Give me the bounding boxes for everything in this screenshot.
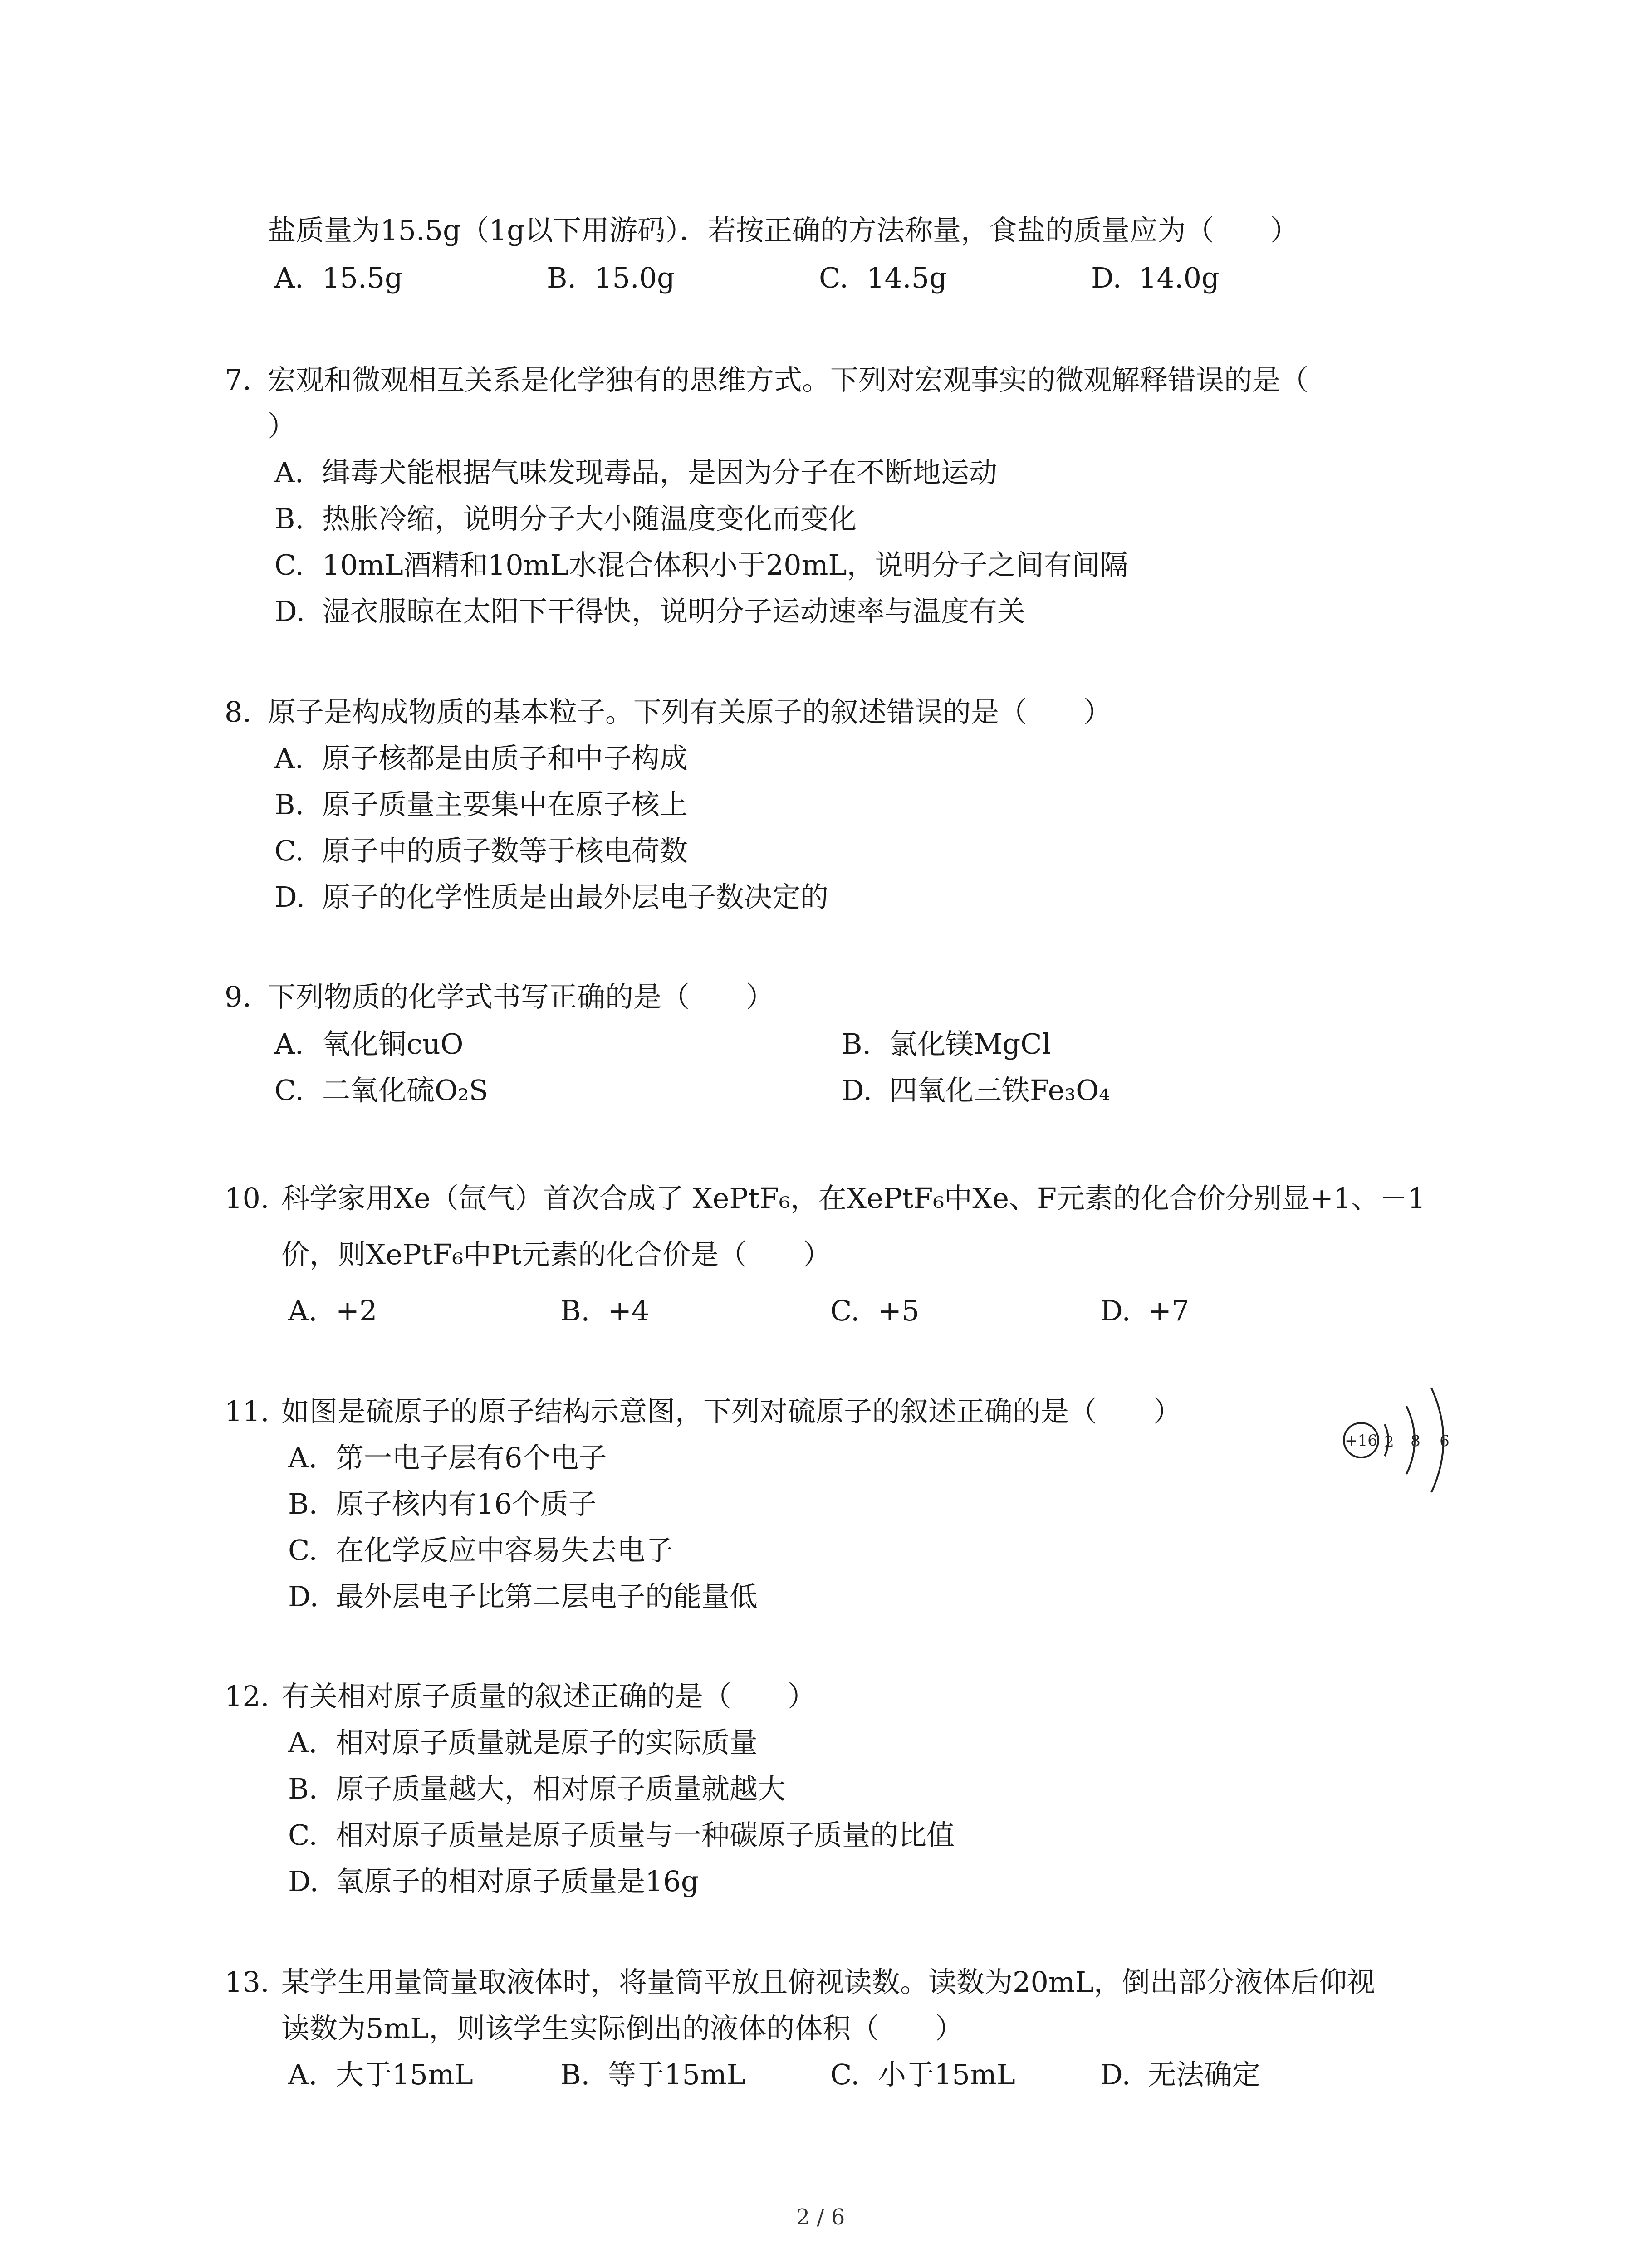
q12-option-a: A. 相对原子质量就是原子的实际质量: [288, 1726, 758, 1759]
q11-option-b: B. 原子核内有16个质子: [288, 1487, 597, 1520]
q10-option-c: C. +5: [830, 1294, 920, 1327]
q9-option-a: A. 氧化铜cuO: [274, 1027, 464, 1061]
q9-option-b: B. 氯化镁MgCl: [842, 1027, 1051, 1061]
nucleus-charge: +16: [1345, 1432, 1377, 1450]
q10-stem-line-2: 价，则XePtF₆中Pt元素的化合价是（ ）: [281, 1238, 831, 1271]
q9-option-d: D. 四氧化三铁Fe₃O₄: [842, 1074, 1110, 1107]
q7-option-a: A. 缉毒犬能根据气味发现毒品，是因为分子在不断地运动: [274, 456, 998, 489]
q9-number: 9.: [225, 980, 252, 1013]
q10-option-b: B. +4: [560, 1294, 650, 1327]
q10-number: 10.: [225, 1182, 269, 1215]
q8-option-d: D. 原子的化学性质是由最外层电子数决定的: [274, 880, 829, 914]
q13-option-d: D. 无法确定: [1100, 2058, 1261, 2091]
q7-number: 7.: [225, 363, 252, 396]
q8-stem: 原子是构成物质的基本粒子。下列有关原子的叙述错误的是（ ）: [268, 695, 1112, 728]
q8-option-b: B. 原子质量主要集中在原子核上: [274, 788, 688, 821]
q6-option-a: A. 15.5g: [274, 261, 403, 294]
q10-option-d: D. +7: [1100, 1294, 1190, 1327]
q10-option-a: A. +2: [288, 1294, 377, 1327]
q6-option-b: B. 15.0g: [547, 261, 675, 294]
q10-stem-line-1: 科学家用Xe（氙气）首次合成了 XePtF₆，在XePtF₆中Xe、F元素的化合价分别显+1、－1: [281, 1182, 1425, 1215]
q8-option-c: C. 原子中的质子数等于核电荷数: [274, 834, 688, 867]
q11-option-a: A. 第一电子层有6个电子: [288, 1441, 607, 1474]
q13-option-a: A. 大于15mL: [288, 2058, 473, 2091]
shell-2-electrons: 8: [1411, 1432, 1421, 1450]
q7-stem-line-2: ）: [268, 410, 296, 443]
shell-1-electrons: 2: [1384, 1433, 1394, 1451]
q12-number: 12.: [225, 1680, 269, 1713]
q12-option-b: B. 原子质量越大，相对原子质量就越大: [288, 1772, 786, 1805]
q6-option-d: D. 14.0g: [1091, 261, 1220, 294]
q13-option-b: B. 等于15mL: [560, 2058, 745, 2091]
q7-option-c: C. 10mL酒精和10mL水混合体积小于20mL，说明分子之间有间隔: [274, 548, 1128, 582]
q12-stem: 有关相对原子质量的叙述正确的是（ ）: [281, 1680, 816, 1713]
q6-option-c: C. 14.5g: [819, 261, 947, 294]
q13-stem-line-1: 某学生用量筒量取液体时，将量筒平放且俯视读数。读数为20mL，倒出部分液体后仰视: [281, 1965, 1375, 1999]
q11-number: 11.: [225, 1395, 269, 1428]
q8-number: 8.: [225, 695, 252, 728]
sulfur-atom-structure-diagram: [1334, 1374, 1465, 1506]
q12-option-d: D. 氧原子的相对原子质量是16g: [288, 1865, 699, 1898]
q9-stem: 下列物质的化学式书写正确的是（ ）: [268, 980, 774, 1013]
q11-option-c: C. 在化学反应中容易失去电子: [288, 1534, 674, 1567]
shell-3-electrons: 6: [1440, 1432, 1450, 1450]
q13-option-c: C. 小于15mL: [830, 2058, 1015, 2091]
q13-number: 13.: [225, 1965, 269, 1999]
q6-stem-tail: 盐质量为15.5g（1g以下用游码）．若按正确的方法称量，食盐的质量应为（ ）: [268, 214, 1298, 247]
q7-stem-line-1: 宏观和微观相互关系是化学独有的思维方式。下列对宏观事实的微观解释错误的是（: [268, 363, 1309, 396]
q7-option-b: B. 热胀冷缩，说明分子大小随温度变化而变化: [274, 502, 857, 535]
q13-stem-line-2: 读数为5mL，则该学生实际倒出的液体的体积（ ）: [281, 2012, 964, 2045]
page-number: 2 / 6: [796, 2204, 845, 2230]
q11-stem: 如图是硫原子的原子结构示意图，下列对硫原子的叙述正确的是（ ）: [281, 1395, 1182, 1428]
q12-option-c: C. 相对原子质量是原子质量与一种碳原子质量的比值: [288, 1818, 955, 1852]
q9-option-c: C. 二氧化硫O₂S: [274, 1074, 489, 1107]
q11-option-d: D. 最外层电子比第二层电子的能量低: [288, 1580, 758, 1613]
q8-option-a: A. 原子核都是由质子和中子构成: [274, 742, 688, 775]
q7-option-d: D. 湿衣服晾在太阳下干得快，说明分子运动速率与温度有关: [274, 595, 1026, 628]
